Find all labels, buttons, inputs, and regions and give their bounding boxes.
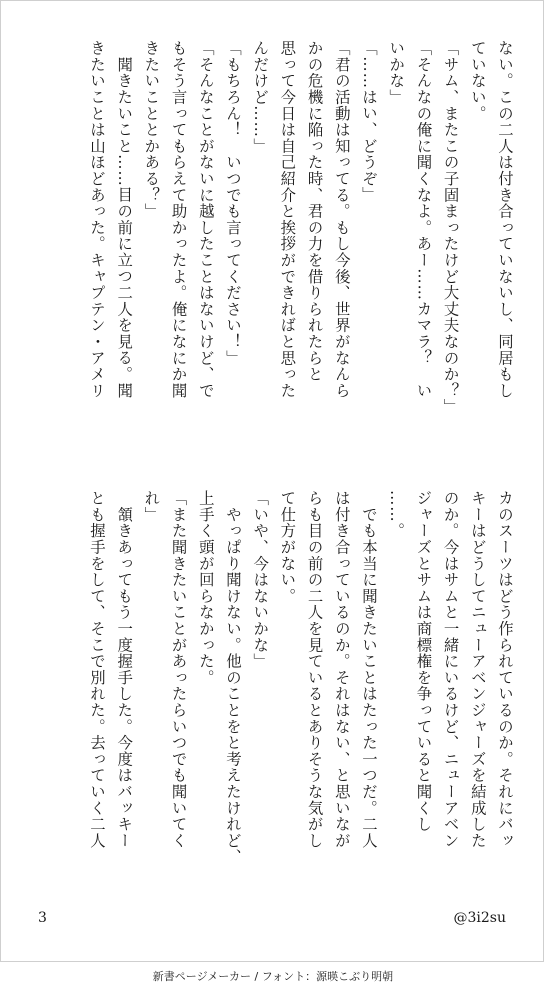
text-line: 「……はい、どうぞ」 xyxy=(359,40,378,203)
text-line: らも目の前の二人を見ているとありそうな気がし xyxy=(305,490,324,849)
page-number: 3 xyxy=(38,910,47,926)
text-line: ていない。 xyxy=(468,40,487,122)
text-line: カのスーツはどう作られているのか。それにバッ xyxy=(496,490,514,849)
footer-credit: 新書ページメーカー / フォント：源暎こぶり明朝 xyxy=(152,970,394,983)
text-line: 頷きあってもう一度握手した。今度はバッキー xyxy=(115,490,134,849)
text-line: 上手く頭が回らなかった。 xyxy=(196,490,215,686)
text-line: いかな」 xyxy=(387,40,406,106)
text-line: んだけど……」 xyxy=(251,40,270,155)
text-line: もそう言ってもらえて助かったよ。俺になにか聞 xyxy=(169,40,188,399)
text-line: 「いや、今はないかな」 xyxy=(251,490,270,670)
text-line: でも本当に聞きたいことはたった一つだ。二人 xyxy=(359,490,378,849)
text-line: 「そんなことがないに越したことはないけど、で xyxy=(196,40,215,399)
text-line: ……。 xyxy=(387,490,406,539)
text-line: 思って今日は自己紹介と挨拶ができればと思った xyxy=(278,40,297,399)
text-line: て仕方がない。 xyxy=(278,490,297,605)
text-line: ジャーズとサムは商標権を争っていると聞くし xyxy=(414,490,433,833)
text-line: れ」 xyxy=(142,490,161,523)
text-line: 「また聞きたいことがあったらいつでも聞いてく xyxy=(169,490,188,849)
text-line: キーはどうしてニューアベンジャーズを結成した xyxy=(468,490,487,849)
text-line: 「サム、またこの子固まったけど大丈夫なのか？」 xyxy=(441,40,460,415)
text-line: きたいこととかある？」 xyxy=(142,40,161,220)
text-line: ない。この二人は付き合っていないし、同居もし xyxy=(496,40,514,399)
text-line: のか。今はサムと一緒にいるけど、ニューアベン xyxy=(441,490,460,849)
text-block-lower xyxy=(28,490,518,910)
author-handle: @3i2su xyxy=(453,910,506,926)
text-line: きたいことは山ほどあった。キャプテン・アメリ xyxy=(87,40,106,399)
text-block-upper xyxy=(28,40,518,460)
text-line: やっぱり聞けない。他のことをと考えたけれど、 xyxy=(223,490,242,865)
text-line: とも握手をして、そこで別れた。去っていく二人 xyxy=(87,490,106,849)
text-line: は付き合っているのか。それはない、と思いなが xyxy=(332,490,351,849)
text-line: かの危機に陥った時、君の力を借りられたらと xyxy=(305,40,324,383)
text-line: 「もちろん！ いつでも言ってください！」 xyxy=(223,40,242,366)
text-line: 「そんなの俺に聞くなよ。あー……カマラ？ い xyxy=(414,40,433,399)
text-line: 聞きたいこと……目の前に立つ二人を見る。聞 xyxy=(115,40,134,399)
text-line: 「君の活動は知ってる。もし今後、世界がなんら xyxy=(332,40,351,399)
